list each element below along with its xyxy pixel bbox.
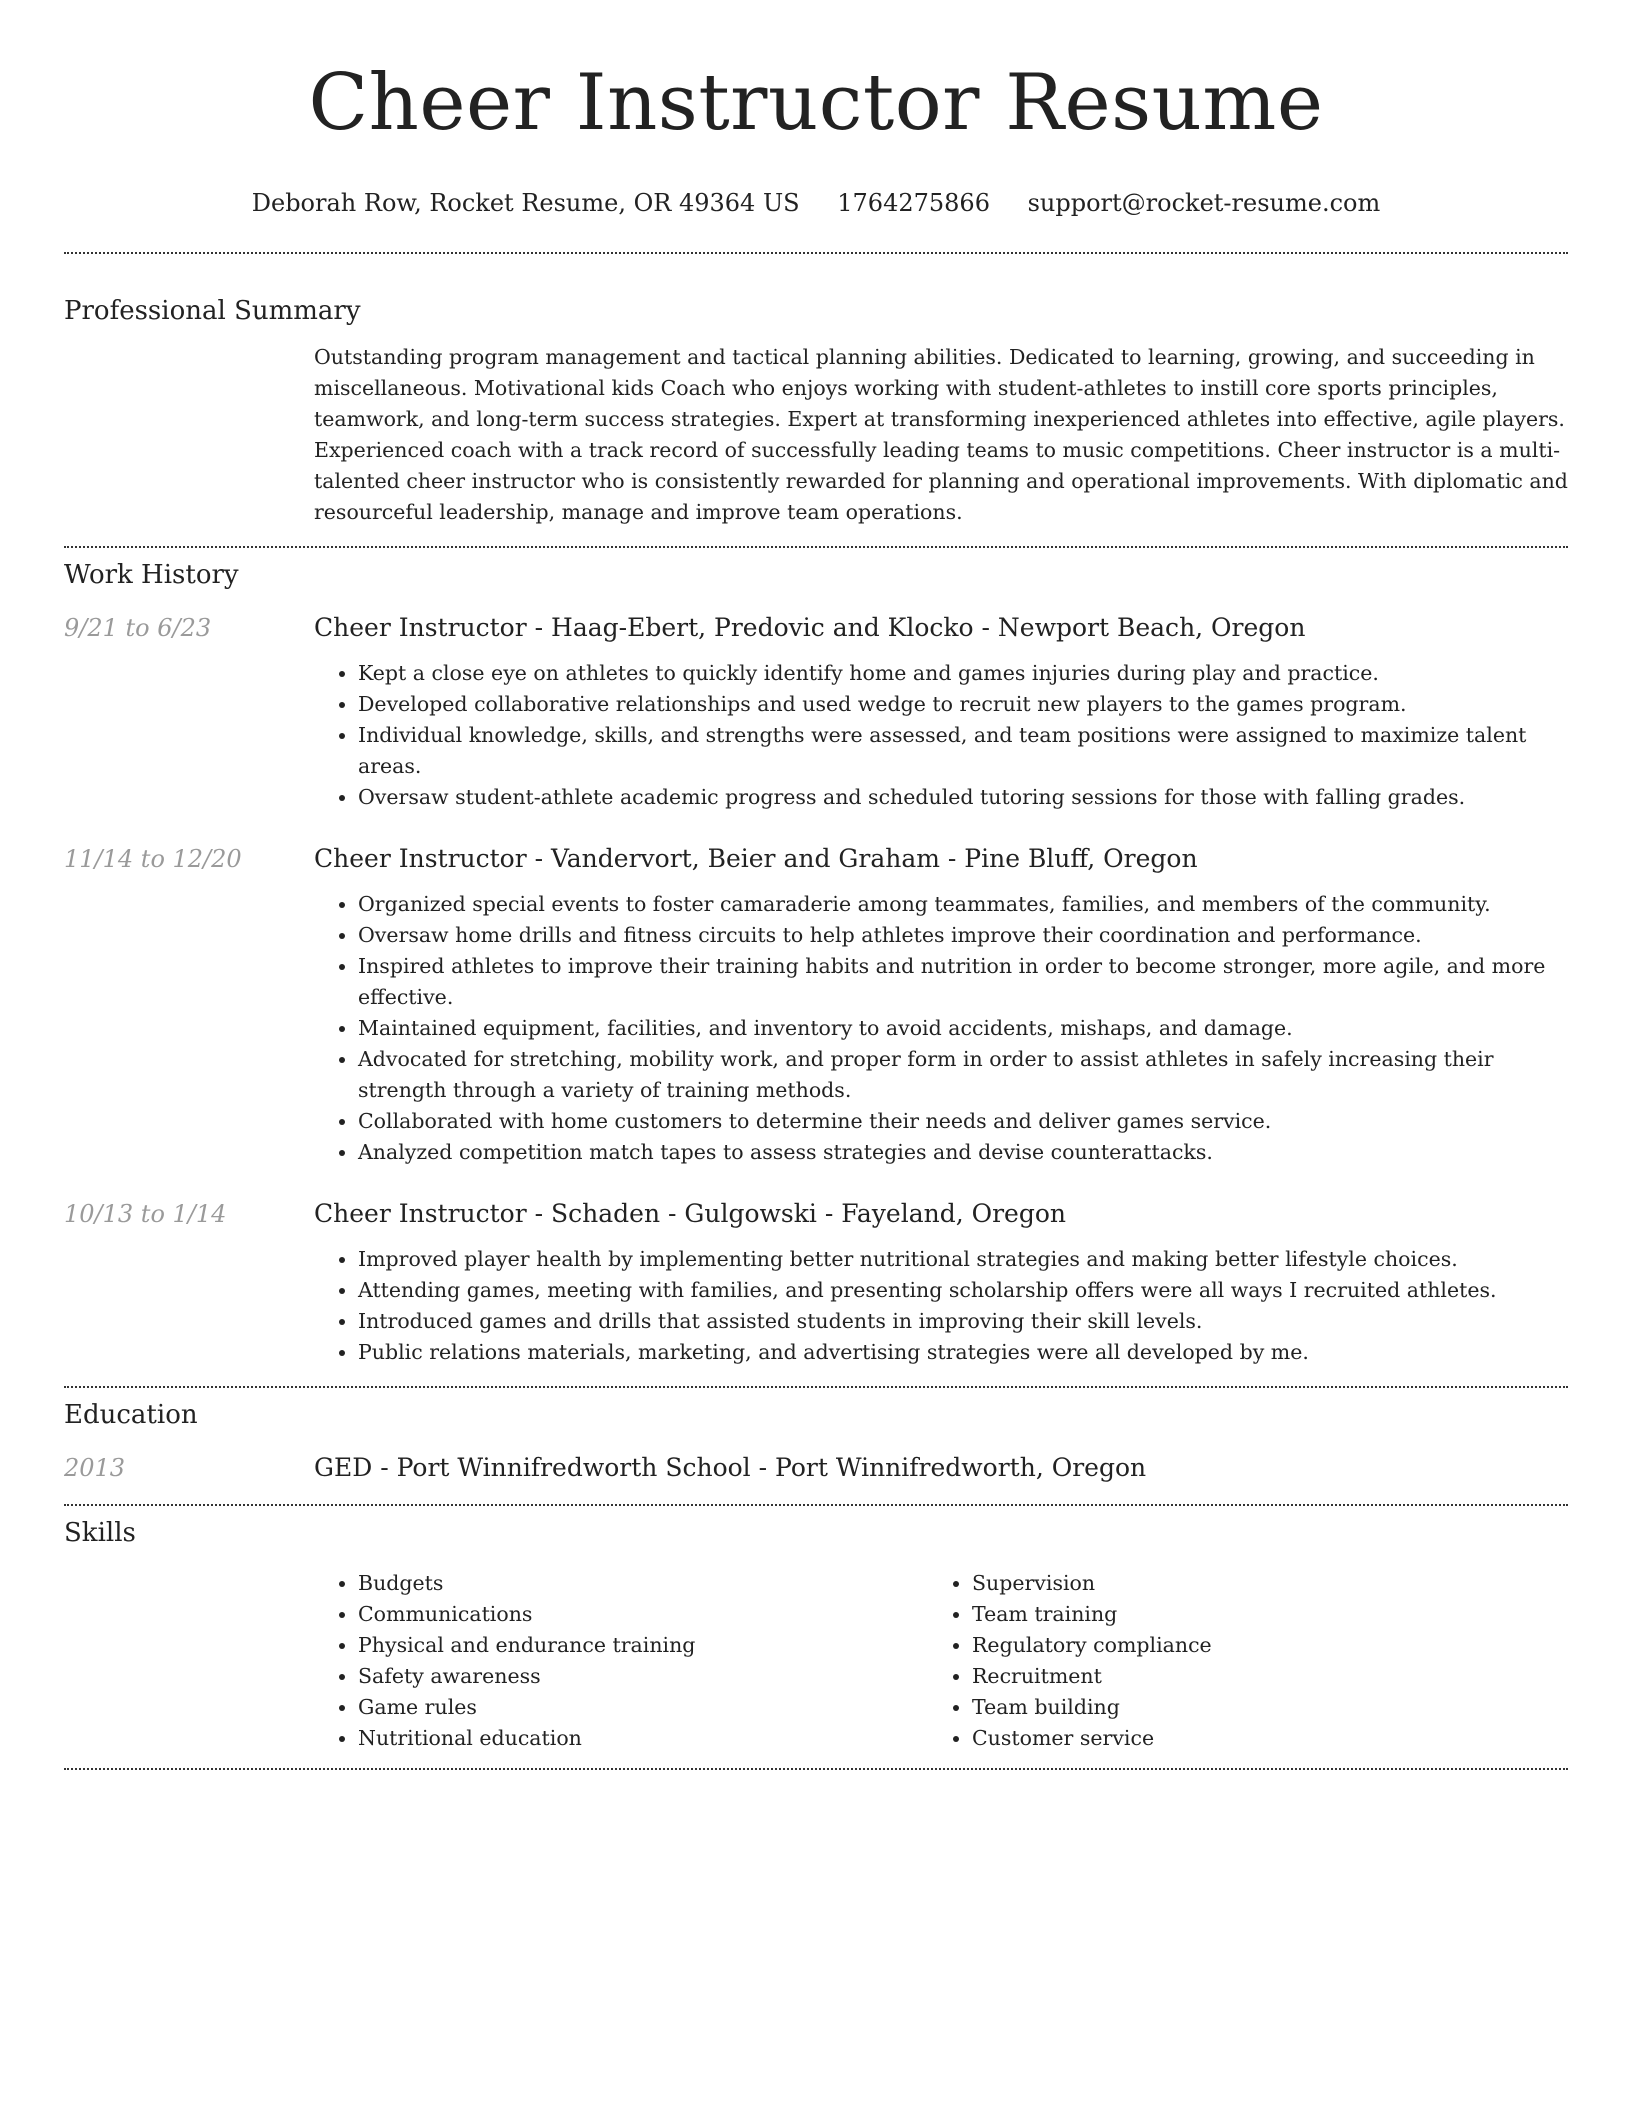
- list-item: • Collaborated with home customers to determine their needs and deliver games service.: [358, 1106, 1568, 1137]
- list-item: • Organized special events to foster camaraderie among teammates, families, and members of the community.: [358, 889, 1568, 920]
- divider: [64, 1504, 1568, 1506]
- job-bullets: [314, 1244, 1568, 1368]
- job-entry: [64, 1198, 1568, 1368]
- summary-heading: Professional Summary: [64, 296, 361, 326]
- list-item: • Individual knowledge, skills, and strengths were assessed, and team positions were assigned to maximize talent areas.: [358, 720, 1568, 782]
- list-item: • Regulatory compliance: [972, 1630, 1542, 1661]
- list-item: • Team building: [972, 1692, 1542, 1723]
- list-item: • Game rules: [358, 1692, 928, 1723]
- education-degree: GED - Port Winnifredworth School - Port Winnifredworth, Oregon: [314, 1453, 1147, 1482]
- education-year: 2013: [64, 1454, 126, 1482]
- list-item: • Attending games, meeting with families, and presenting scholarship offers were all ways I recruited athletes.: [358, 1275, 1568, 1306]
- contact-email: support@rocket-resume.com: [1027, 189, 1381, 217]
- work-history-heading: Work History: [64, 560, 239, 590]
- job-bullets: [314, 889, 1568, 1168]
- list-item: • Inspired athletes to improve their training habits and nutrition in order to become stronger, more agile, and more effective.: [358, 951, 1568, 1013]
- job-title: Cheer Instructor - Vandervort, Beier and Graham - Pine Bluff, Oregon: [314, 844, 1198, 873]
- skills-column-right: [928, 1568, 1542, 1754]
- list-item: • Supervision: [972, 1568, 1542, 1599]
- summary-text: Outstanding program management and tactical planning abilities. Dedicated to learning, growing, and succeeding in miscellaneous. Motivational kids Coach who enjoys working with student-athletes to instill core sports principles, teamwork, and long-term success strategies. Expert at transforming inexperienced athletes into effective, agile players. Experienced coach with a track record of successfully leading teams to music competitions. Cheer instructor is a multi-talented cheer instructor who is consistently rewarded for planning and operational improvements. With diplomatic and resourceful leadership, manage and improve team operations.: [314, 345, 1568, 524]
- job-entry: [64, 612, 1568, 813]
- list-item: • Oversaw home drills and fitness circuits to help athletes improve their coordination and performance.: [358, 920, 1568, 951]
- list-item: • Team training: [972, 1599, 1542, 1630]
- job-dates: 9/21 to 6/23: [64, 614, 212, 642]
- divider: [64, 546, 1568, 548]
- job-bullets: [314, 658, 1568, 813]
- list-item: • Physical and endurance training: [358, 1630, 928, 1661]
- list-item: • Maintained equipment, facilities, and inventory to avoid accidents, mishaps, and damage.: [358, 1013, 1568, 1044]
- list-item: • Recruitment: [972, 1661, 1542, 1692]
- job-entry: [64, 843, 1568, 1168]
- contact-phone: 1764275866: [837, 189, 990, 217]
- job-title: Cheer Instructor - Haag-Ebert, Predovic and Klocko - Newport Beach, Oregon: [314, 613, 1306, 642]
- skills-list: [314, 1568, 1568, 1754]
- contact-address: Deborah Row, Rocket Resume, OR 49364 US: [251, 189, 800, 217]
- list-item: • Nutritional education: [358, 1723, 928, 1754]
- skills-column-left: [314, 1568, 928, 1754]
- job-dates: 10/13 to 1/14: [64, 1200, 227, 1228]
- list-item: • Improved player health by implementing better nutritional strategies and making better lifestyle choices.: [358, 1244, 1568, 1275]
- list-item: • Budgets: [358, 1568, 928, 1599]
- job-title: Cheer Instructor - Schaden - Gulgowski - Fayeland, Oregon: [314, 1199, 1066, 1228]
- divider: [64, 1386, 1568, 1388]
- list-item: • Developed collaborative relationships and used wedge to recruit new players to the games program.: [358, 689, 1568, 720]
- resume-title: Cheer Instructor Resume: [308, 58, 1324, 148]
- education-entry: [64, 1452, 1568, 1484]
- list-item: • Kept a close eye on athletes to quickly identify home and games injuries during play and practice.: [358, 658, 1568, 689]
- skills-heading: Skills: [64, 1518, 136, 1548]
- education-heading: Education: [64, 1400, 198, 1430]
- list-item: • Customer service: [972, 1723, 1542, 1754]
- list-item: • Safety awareness: [358, 1661, 928, 1692]
- divider: [64, 1768, 1568, 1770]
- list-item: • Analyzed competition match tapes to assess strategies and devise counterattacks.: [358, 1137, 1568, 1168]
- list-item: • Oversaw student-athlete academic progress and scheduled tutoring sessions for those with falling grades.: [358, 782, 1568, 813]
- divider: [64, 252, 1568, 254]
- job-dates: 11/14 to 12/20: [64, 845, 242, 873]
- list-item: • Advocated for stretching, mobility work, and proper form in order to assist athletes in safely increasing their strength through a variety of training methods.: [358, 1044, 1568, 1106]
- list-item: • Communications: [358, 1599, 928, 1630]
- contact-line: [64, 188, 1568, 218]
- list-item: • Public relations materials, marketing, and advertising strategies were all developed by me.: [358, 1337, 1568, 1368]
- list-item: • Introduced games and drills that assisted students in improving their skill levels.: [358, 1306, 1568, 1337]
